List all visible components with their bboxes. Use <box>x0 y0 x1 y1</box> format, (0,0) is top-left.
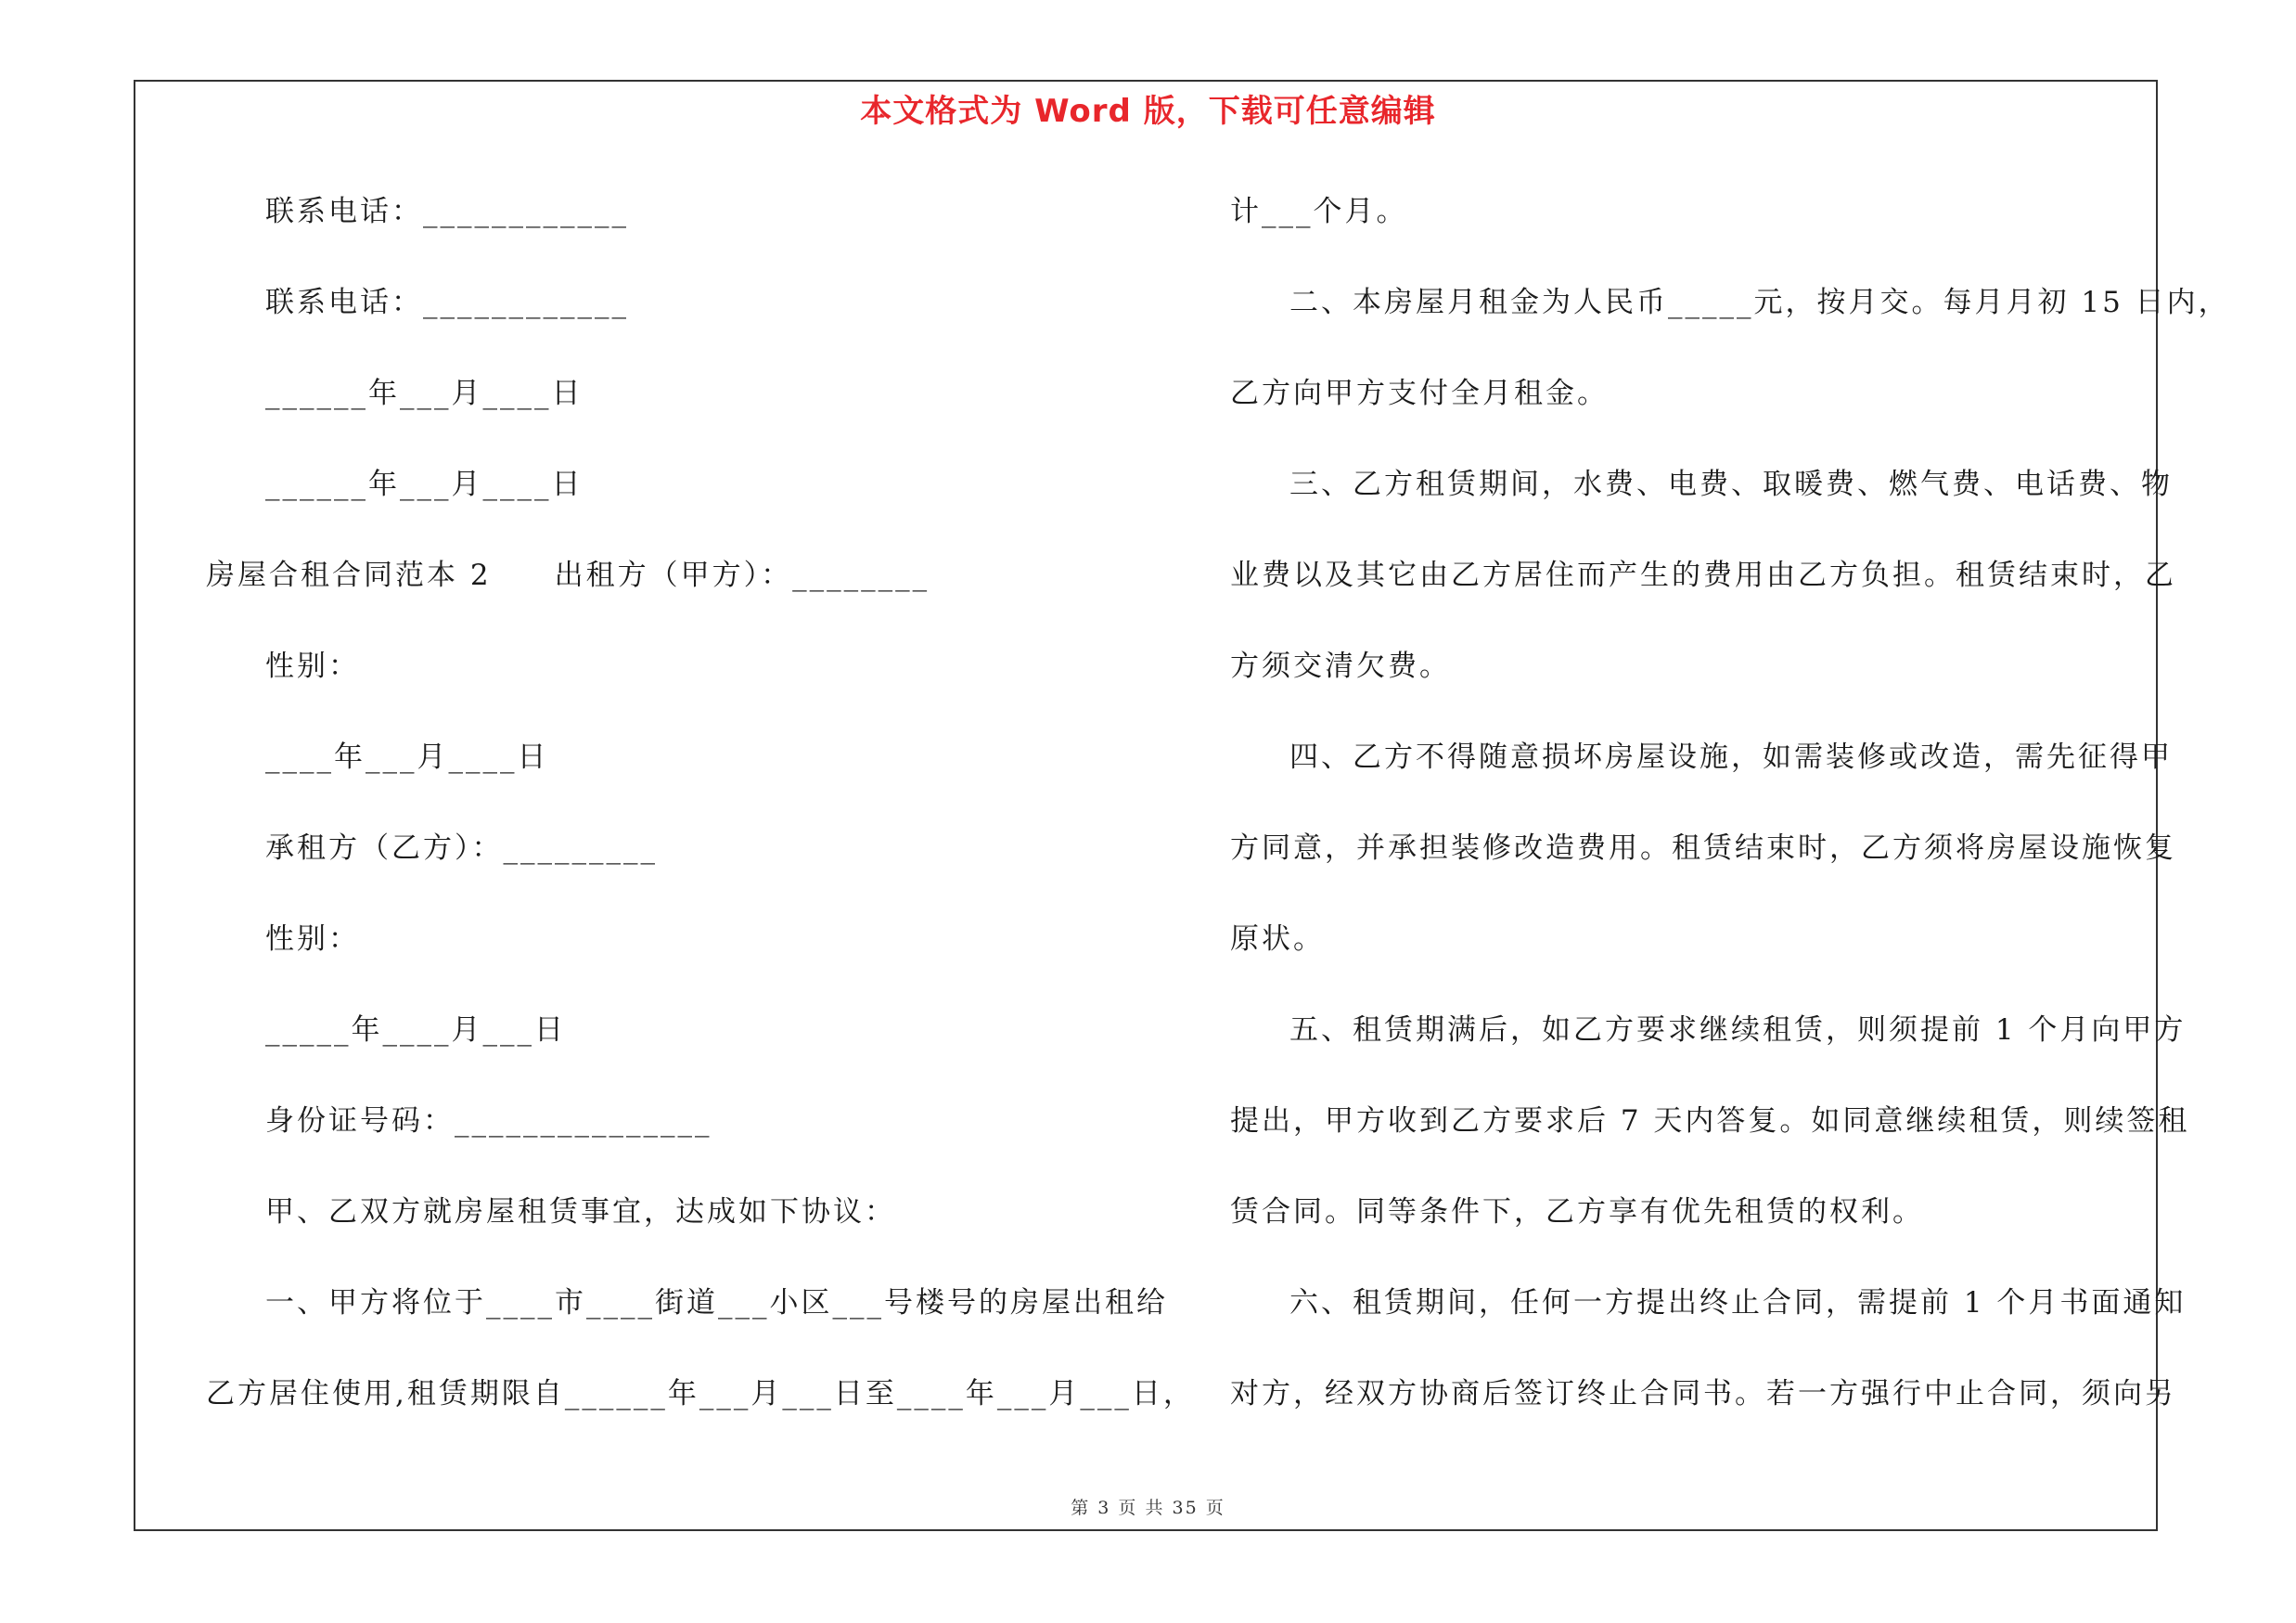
edit-notice-banner: 本文格式为 Word 版，下载可任意编辑 <box>860 93 1436 130</box>
clause-2-line-2: 乙方向甲方支付全月租金。 <box>1230 377 1609 410</box>
agreement-intro: 甲、乙双方就房屋租赁事宜，达成如下协议： <box>265 1195 896 1229</box>
lessee-line: 承租方（乙方）：_________ <box>265 831 658 865</box>
clause-6-line-1: 六、租赁期间，任何一方提出终止合同，需提前 1 个月书面通知 <box>1289 1286 2187 1320</box>
clause-5-line-3: 赁合同。同等条件下，乙方享有优先租赁的权利。 <box>1230 1195 1924 1229</box>
clause-3-line-2: 业费以及其它由乙方居住而产生的费用由乙方负担。租赁结束时，乙 <box>1230 559 2176 592</box>
clause-1-line-1: 一、甲方将位于____市____街道___小区___号楼号的房屋出租给 <box>265 1286 1168 1320</box>
id-number-line: 身份证号码：_______________ <box>265 1104 712 1138</box>
contact-phone-2: 联系电话：____________ <box>265 286 629 319</box>
gender-1: 性别： <box>265 650 360 683</box>
gender-2: 性别： <box>265 922 360 956</box>
clause-3-line-1: 三、乙方租赁期间，水费、电费、取暖费、燃气费、电话费、物 <box>1289 468 2173 501</box>
clause-1-line-2: 乙方居住使用,租赁期限自______年___月___日至____年___月___日， <box>206 1377 1195 1410</box>
contact-phone-1: 联系电话：____________ <box>265 195 629 228</box>
clause-5-line-2: 提出，甲方收到乙方要求后 7 天内答复。如同意继续租赁，则续签租 <box>1230 1104 2190 1138</box>
clause-5-line-1: 五、租赁期满后，如乙方要求继续租赁，则须提前 1 个月向甲方 <box>1289 1013 2187 1047</box>
contract-title-lessor: 房屋合租合同范本 2 出租方（甲方）：________ <box>206 559 930 592</box>
clause-1-line-3: 计___个月。 <box>1230 195 1408 228</box>
date-line-1: ______年___月____日 <box>265 377 584 410</box>
date-line-3: ____年___月____日 <box>265 741 549 774</box>
clause-4-line-2: 方同意，并承担装修改造费用。租赁结束时，乙方须将房屋设施恢复 <box>1230 831 2176 865</box>
clause-4-line-1: 四、乙方不得随意损坏房屋设施，如需装修或改造，需先征得甲 <box>1289 741 2173 774</box>
clause-2-line-1: 二、本房屋月租金为人民币_____元，按月交。每月月初 15 日内， <box>1289 286 2230 319</box>
page-number-footer: 第 3 页 共 35 页 <box>1071 1498 1225 1518</box>
date-line-2: ______年___月____日 <box>265 468 584 501</box>
date-line-4: _____年____月___日 <box>265 1013 566 1047</box>
clause-3-line-3: 方须交清欠费。 <box>1230 650 1451 683</box>
clause-4-line-3: 原状。 <box>1230 922 1325 956</box>
clause-6-line-2: 对方，经双方协商后签订终止合同书。若一方强行中止合同，须向另 <box>1230 1377 2176 1410</box>
